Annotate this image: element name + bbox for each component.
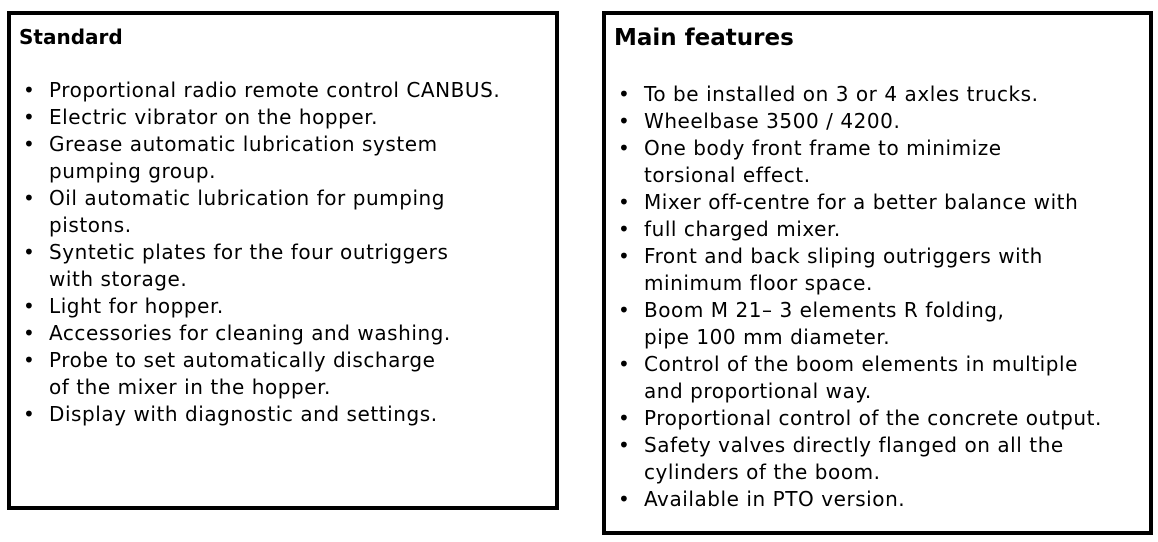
list-item-text: Proportional radio remote control CANBUS.	[49, 78, 501, 102]
list-item	[11, 77, 555, 104]
standard-box	[7, 11, 559, 510]
list-item	[11, 239, 555, 293]
list-item-text: Light for hopper.	[49, 294, 224, 318]
bullet-icon: •	[618, 136, 631, 160]
list-item	[606, 432, 1149, 486]
list-item-text: of the mixer in the hopper.	[49, 375, 331, 399]
list-item-text: Mixer off-centre for a better balance with	[644, 190, 1079, 214]
list-item	[606, 405, 1149, 432]
bullet-icon: •	[23, 132, 36, 156]
list-item	[11, 104, 555, 131]
list-item-text: cylinders of the boom.	[644, 460, 881, 484]
main-features-title: Main features	[614, 25, 794, 51]
list-item-text: Electric vibrator on the hopper.	[49, 105, 379, 129]
list-item	[606, 243, 1149, 297]
list-item-text: torsional effect.	[644, 163, 811, 187]
list-item-text: Oil automatic lubrication for pumping	[49, 186, 446, 210]
list-item-text: Available in PTO version.	[644, 487, 906, 511]
list-item-text: minimum floor space.	[644, 271, 873, 295]
list-item-text: Accessories for cleaning and washing.	[49, 321, 451, 345]
main-features-box	[602, 11, 1153, 535]
list-item	[606, 297, 1149, 351]
list-item-text: Safety valves directly flanged on all the	[644, 433, 1064, 457]
list-item-text: Front and back sliping outriggers with	[644, 244, 1043, 268]
list-item-text: Syntetic plates for the four outriggers	[49, 240, 449, 264]
bullet-icon: •	[23, 186, 36, 210]
bullet-icon: •	[23, 105, 36, 129]
list-item-text: Probe to set automatically discharge	[49, 348, 436, 372]
list-item	[11, 320, 555, 347]
list-item-text: Control of the boom elements in multiple	[644, 352, 1078, 376]
list-item	[606, 486, 1149, 513]
bullet-icon: •	[618, 217, 631, 241]
bullet-icon: •	[618, 190, 631, 214]
list-item-text: with storage.	[49, 267, 188, 291]
list-item-text: Wheelbase 3500 / 4200.	[644, 109, 901, 133]
list-item	[606, 216, 1149, 243]
list-item	[11, 401, 555, 428]
list-item	[606, 81, 1149, 108]
bullet-icon: •	[23, 348, 36, 372]
bullet-icon: •	[618, 352, 631, 376]
list-item	[606, 189, 1149, 216]
list-item	[606, 135, 1149, 189]
bullet-icon: •	[23, 240, 36, 264]
list-item	[11, 293, 555, 320]
bullet-icon: •	[23, 78, 36, 102]
list-item	[11, 131, 555, 185]
list-item-text: Proportional control of the concrete output.	[644, 406, 1102, 430]
bullet-icon: •	[618, 487, 631, 511]
list-item-text: pipe 100 mm diameter.	[644, 325, 891, 349]
main-features-list	[606, 81, 1149, 513]
bullet-icon: •	[23, 321, 36, 345]
list-item-text: Boom M 21– 3 elements R folding,	[644, 298, 1005, 322]
list-item	[11, 347, 555, 401]
list-item-text: full charged mixer.	[644, 217, 841, 241]
list-item-text: pistons.	[49, 213, 132, 237]
list-item-text: pumping group.	[49, 159, 216, 183]
bullet-icon: •	[618, 298, 631, 322]
list-item-text: One body front frame to minimize	[644, 136, 1002, 160]
bullet-icon: •	[618, 109, 631, 133]
bullet-icon: •	[618, 406, 631, 430]
bullet-icon: •	[618, 82, 631, 106]
list-item-text: and proportional way.	[644, 379, 872, 403]
bullet-icon: •	[23, 402, 36, 426]
bullet-icon: •	[618, 244, 631, 268]
list-item	[606, 108, 1149, 135]
bullet-icon: •	[618, 433, 631, 457]
list-item-text: Grease automatic lubrication system	[49, 132, 438, 156]
list-item	[606, 351, 1149, 405]
standard-title: Standard	[19, 25, 123, 49]
list-item-text: Display with diagnostic and settings.	[49, 402, 438, 426]
standard-list	[11, 77, 555, 428]
list-item-text: To be installed on 3 or 4 axles trucks.	[644, 82, 1039, 106]
bullet-icon: •	[23, 294, 36, 318]
list-item	[11, 185, 555, 239]
